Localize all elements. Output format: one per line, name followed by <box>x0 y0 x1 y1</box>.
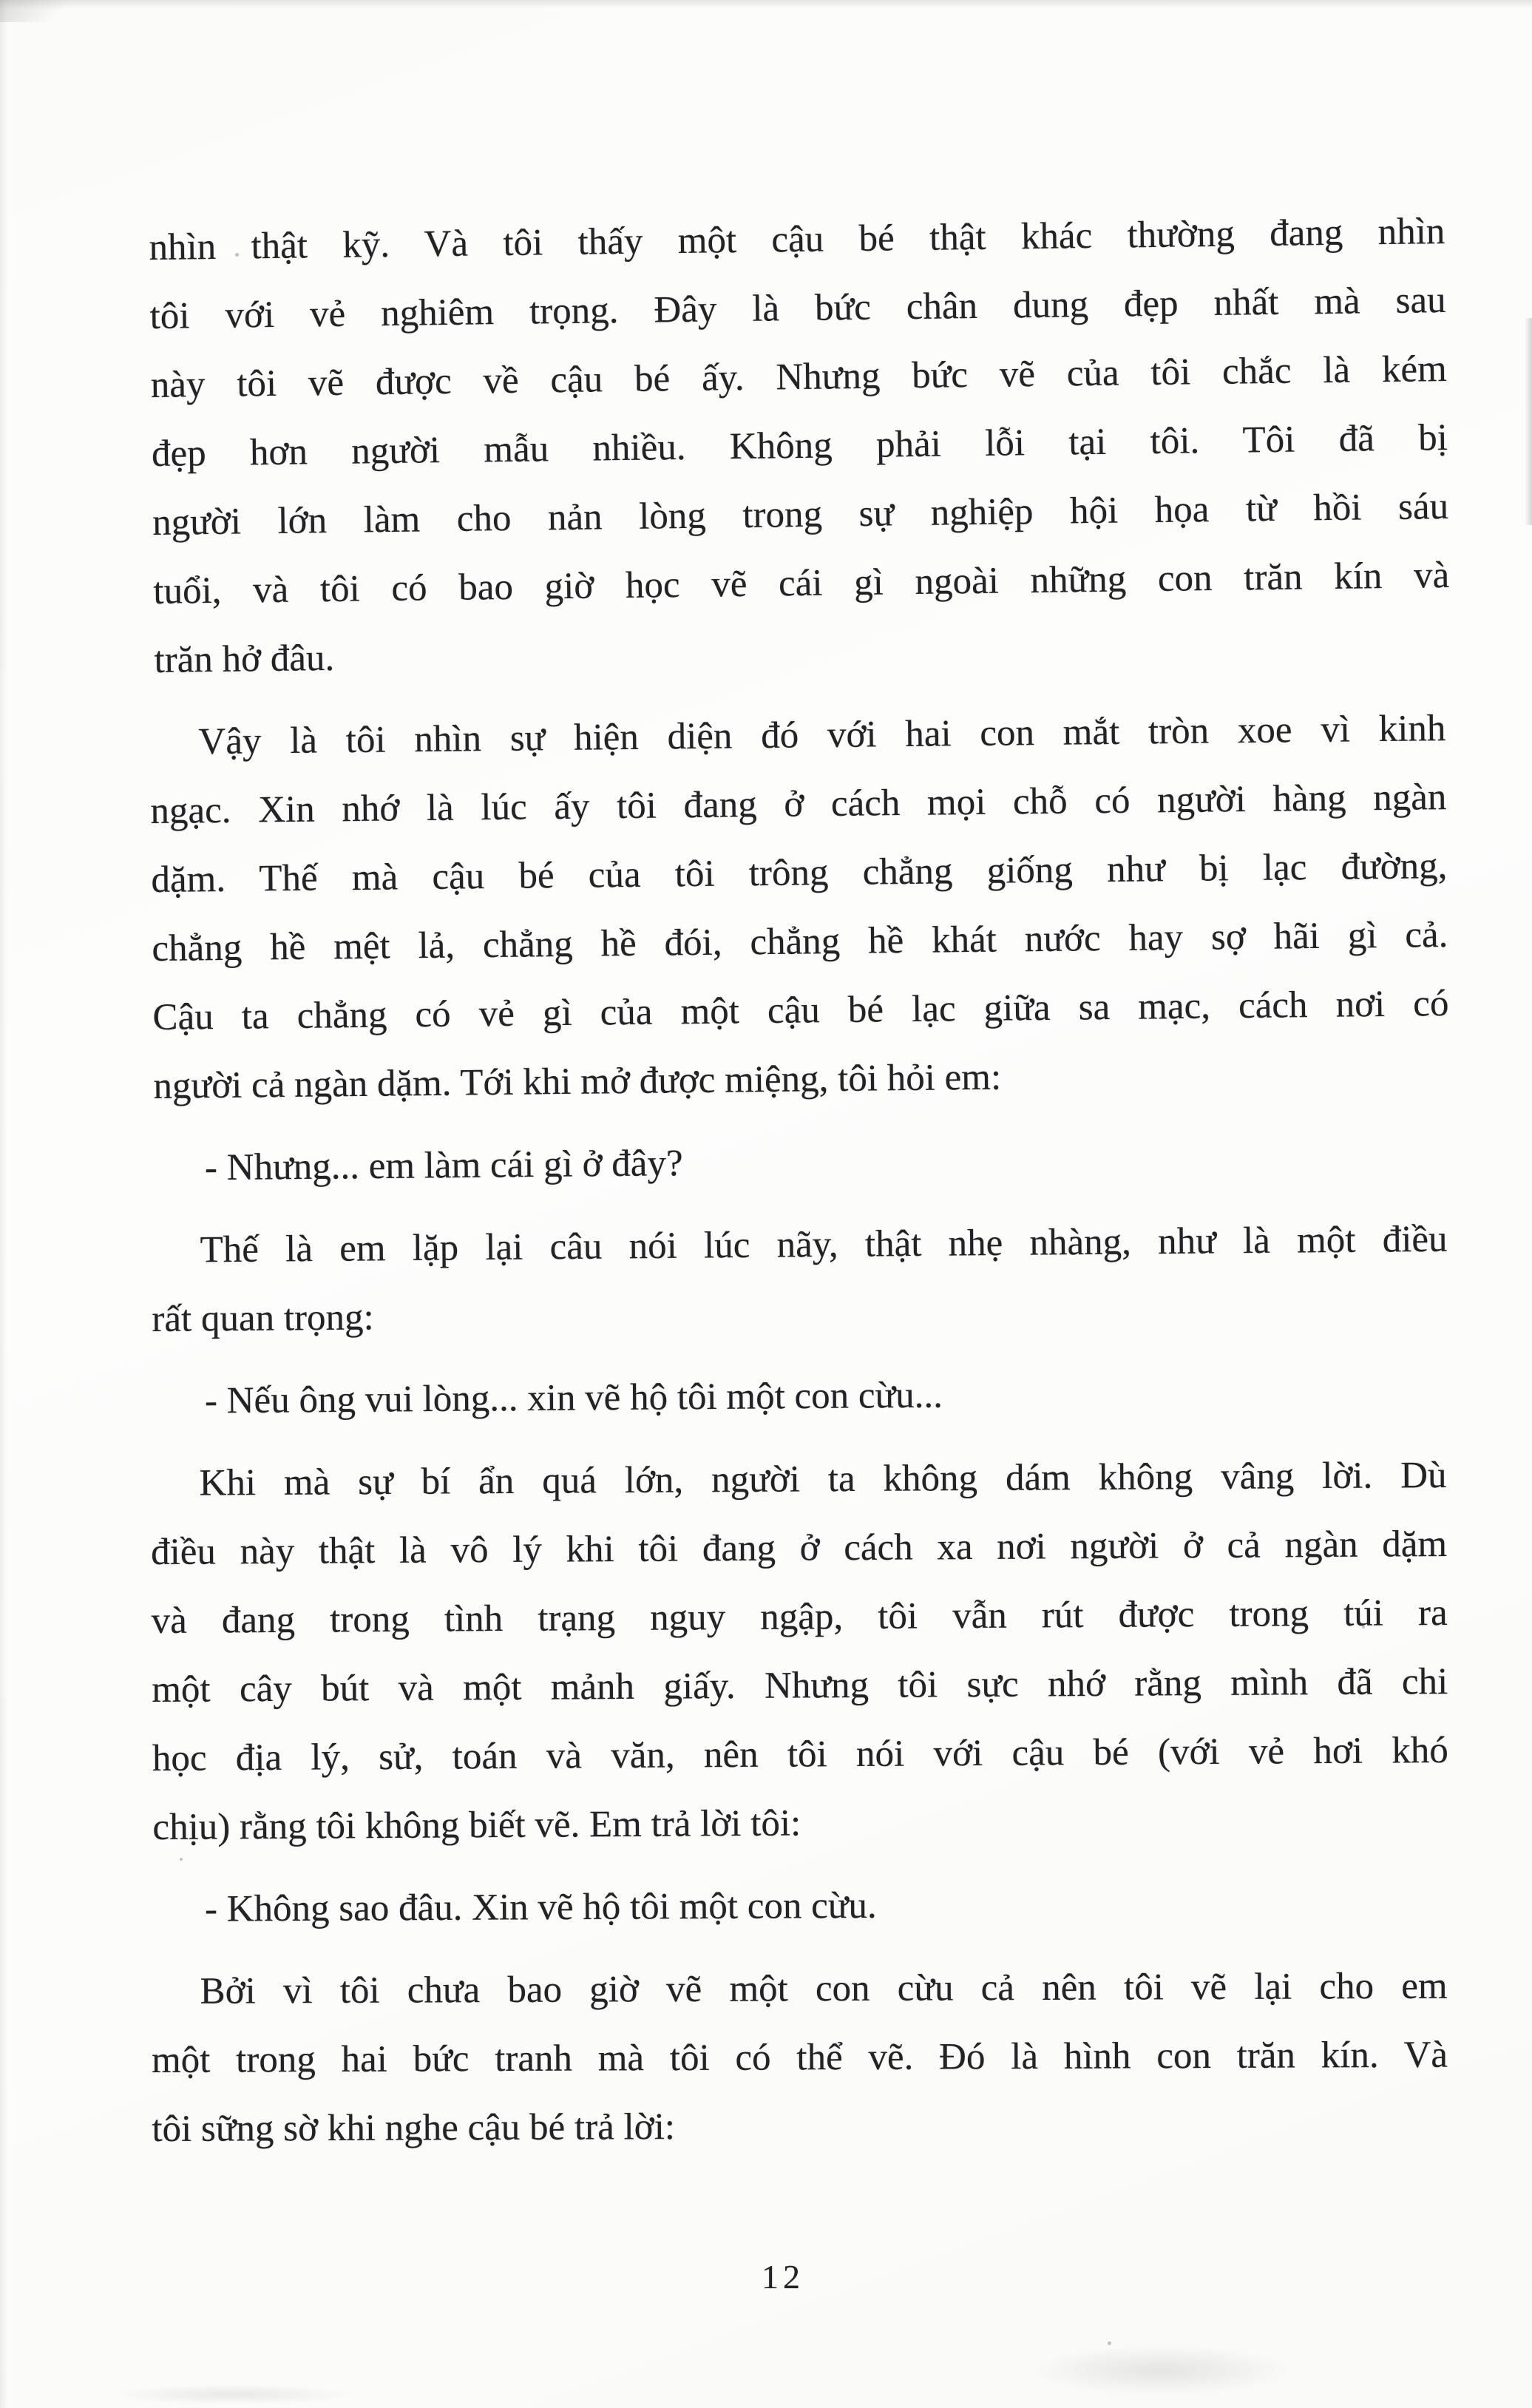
scan-artifact <box>0 0 81 22</box>
scan-artifact <box>111 2384 355 2405</box>
text-line: tôi với vẻ nghiêm trọng. Đây là bức chân dung đẹp nhất mà sau <box>149 279 1446 338</box>
text-line: người lớn làm cho nản lòng trong sự nghiệp hội họa từ hồi sáu <box>152 485 1449 544</box>
text-line: một cây bút và một mảnh giấy. Nhưng tôi sực nhớ rằng mình đã chi <box>152 1660 1448 1711</box>
scan-artifact <box>1028 2344 1294 2396</box>
text-line: một trong hai bức tranh mà tôi có thể vẽ. Đó là hình con trăn kín. Và <box>151 2034 1448 2081</box>
scan-artifact <box>0 0 1532 9</box>
text-line: người cả ngàn dặm. Tới khi mở được miệng, tôi hỏi em: <box>153 1056 1002 1107</box>
text-line: - Nhưng... em làm cái gì ở đây? <box>204 1143 683 1189</box>
page-number: 12 <box>762 2258 804 2296</box>
page-text-block <box>149 210 1450 2177</box>
text-line: tuổi, và tôi có bao giờ học vẽ cái gì ngoài những con trăn kín và <box>152 554 1450 612</box>
text-line: Cậu ta chẳng có vẻ gì của một cậu bé lạc giữa sa mạc, cách nơi có <box>152 983 1449 1038</box>
text-line: đẹp hơn người mẫu nhiều. Không phải lỗi tại tôi. Tôi đã bị <box>151 416 1448 475</box>
text-line: dặm. Thế mà cậu bé của tôi trông chẳng giống như bị lạc đường, <box>151 845 1448 902</box>
scan-artifact <box>0 0 7 2408</box>
text-line: - Nếu ông vui lòng... xin vẽ hộ tôi một con cừu... <box>204 1374 943 1422</box>
paragraph <box>150 1441 1448 1862</box>
text-line: Khi mà sự bí ẩn quá lớn, người ta không dám không vâng lời. Dù <box>199 1454 1447 1504</box>
text-line: nhìn thật kỹ. Và tôi thấy một cậu bé thật khác thường đang nhìn <box>149 210 1445 269</box>
text-line: chẳng hề mệt lả, chẳng hề đói, chẳng hề khát nước hay sợ hãi gì cả. <box>152 914 1448 970</box>
text-line: điều này thật là vô lý khi tôi đang ở cách xa nơi người ở cả ngàn dặm <box>150 1523 1448 1574</box>
text-line: ngạc. Xin nhớ là lúc ấy tôi đang ở cách mọi chỗ có người hàng ngàn <box>150 777 1447 833</box>
text-line: tôi sững sờ khi nghe cậu bé trả lời: <box>152 2106 676 2150</box>
text-line: chịu) rằng tôi không biết vẽ. Em trả lời tôi: <box>152 1802 801 1848</box>
paragraph <box>149 694 1450 1121</box>
text-line: và đang trong tình trạng nguy ngập, tôi vẫn rút được trong túi ra <box>151 1592 1448 1643</box>
text-line: - Không sao đâu. Xin vẽ hộ tôi một con cừu. <box>204 1884 877 1930</box>
dialogue-paragraph <box>152 1357 1448 1436</box>
text-line: trăn hở đâu. <box>154 637 335 681</box>
dialogue-paragraph <box>152 1122 1448 1203</box>
text-line: Thế là em lặp lại câu nói lúc nãy, thật nhẹ nhàng, như là một điều <box>200 1218 1448 1271</box>
text-line: Bởi vì tôi chưa bao giờ vẽ một con cừu cả nên tôi vẽ lại cho em <box>200 1965 1448 2012</box>
text-line: rất quan trọng: <box>152 1296 374 1340</box>
paragraph <box>151 1205 1448 1354</box>
dialogue-paragraph <box>152 1869 1448 1944</box>
paragraph <box>149 197 1451 695</box>
scan-artifact <box>1108 2341 1111 2345</box>
text-line: Vậy là tôi nhìn sự hiện diện đó với hai con mắt tròn xoe vì kinh <box>198 708 1446 763</box>
text-line: này tôi vẽ được về cậu bé ấy. Nhưng bức vẽ của tôi chắc là kém <box>150 348 1448 407</box>
text-line: học địa lý, sử, toán và văn, nên tôi nói với cậu bé (với vẻ hơi khó <box>152 1729 1449 1779</box>
scan-artifact <box>1525 318 1532 525</box>
paragraph <box>151 1952 1448 2164</box>
